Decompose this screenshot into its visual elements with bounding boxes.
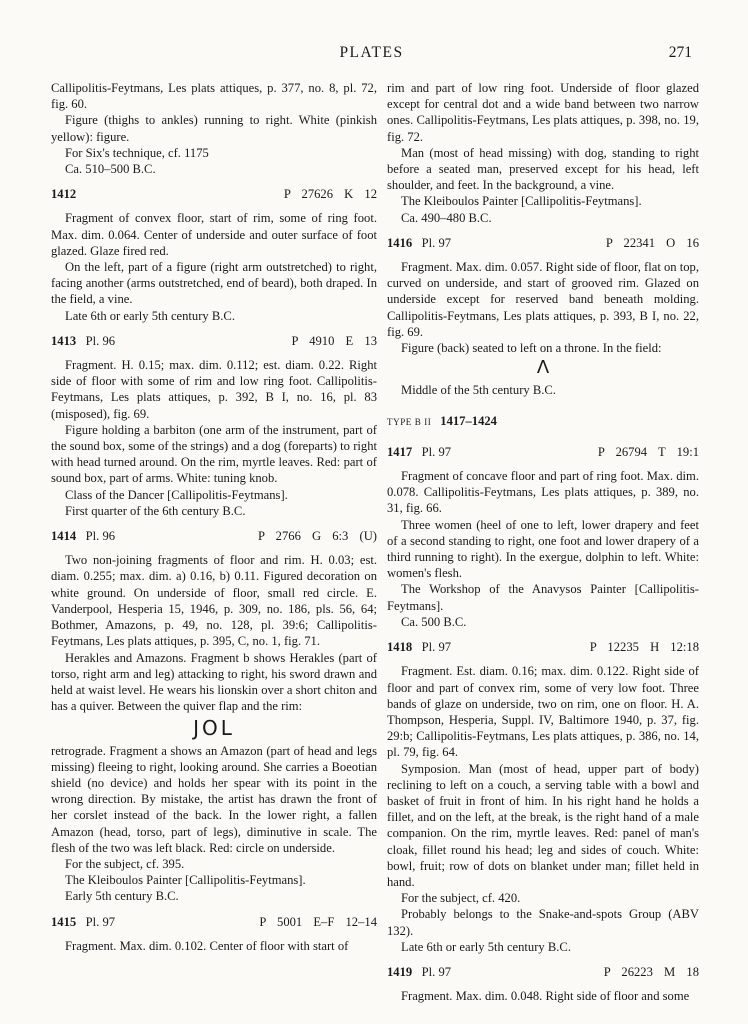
plate-ref: Pl. 97 <box>421 444 452 459</box>
entry-1414-heading <box>51 528 377 544</box>
catalogue-number: 1419 <box>387 964 413 979</box>
entry-1416-description: Fragment. Max. dim. 0.057. Right side of floor, flat on top, curved on underside, and start of grooved rim. Glazed on underside except for reserved band beneath molding. Callipolitis-Feytmans, Les plats attiques, p. 393, B I, no. 22, fig. 69. <box>387 260 699 339</box>
inventory-number: P 26794 T 19:1 <box>597 444 699 459</box>
entry-1418-attribution: Probably belongs to the Snake-and-spots Group (ABV 132). <box>387 907 699 938</box>
entry-1412-description: Fragment of convex floor, start of rim, some of ring foot. Max. dim. 0.064. Center of underside and outer surface of foot glazed. Glaze fired red. <box>51 211 377 258</box>
plate-ref: Pl. 96 <box>85 333 116 348</box>
page-number: 271 <box>668 44 692 61</box>
entry-1413-heading <box>51 333 377 349</box>
entry-1413-attribution: Class of the Dancer [Callipolitis-Feytmans]. <box>65 487 288 502</box>
right-column <box>387 80 699 1004</box>
plate-ref: Pl. 96 <box>85 529 116 544</box>
section-label: TYPE B II <box>387 416 432 427</box>
entry-1414-description: Two non-joining fragments of floor and rim. H. 0.03; est. diam. 0.255; max. dim. a) 0.16, b) 0.11. Figured decoration on white ground. On underside of floor, small red circle. E. Vanderpool, Hesperia 15, 1946, p. 309, no. 186, pls. 56, 64; Bothmer, Amazons, p. 49, no. 128, pl. 39:6; Callipolitis-Feytmans, Les plats attiques, p. 395, C, no. 1, fig. 71. <box>51 553 377 649</box>
entry-1415-date: Ca. 490–480 B.C. <box>401 210 492 225</box>
entry-1416-date: Middle of the 5th century B.C. <box>401 383 556 398</box>
catalogue-number: 1418 <box>387 640 413 655</box>
entry-1412-subject: On the left, part of a figure (right arm outstretched) to right, facing another (arms outstretched, end of beard), both draped. In the field, a vine. <box>51 260 377 307</box>
entry-1412-date: Late 6th or early 5th century B.C. <box>65 308 235 323</box>
entry-1418-description: Fragment. Est. diam. 0.16; max. dim. 0.122. Right side of floor and part of convex rim, some of very low foot. Three bands of glaze on underside, two on rim, one on floor. H. A. Thompson, Hesperia, Suppl. IV, Baltimore 1940, p. 37, fig. 29:b; Callipolitis-Feytmans, Les plats attiques, p. 386, no. 14, pl. 79, fig. 64. <box>387 664 699 760</box>
left-column <box>51 80 377 954</box>
intro-technique: For Six's technique, cf. 1175 <box>65 145 209 160</box>
inventory-number: P 26223 M 18 <box>603 964 699 979</box>
catalogue-number: 1417 <box>387 444 413 459</box>
entry-1417-description: Fragment of concave floor and part of ring foot. Max. dim. 0.078. Callipolitis-Feytmans, Les plats attiques, p. 389, no. 31, fig. 66. <box>387 469 699 516</box>
entry-1417-subject: Three women (heel of one to left, lower drapery and feet of a second standing to right, one foot and lower drapery of a third running to right). In the exergue, dolphin to left. White: women's flesh. <box>387 517 699 581</box>
plate-ref: Pl. 97 <box>421 235 452 250</box>
entry-1415-subject: Man (most of head missing) with dog, standing to right before a seated man, preserved except for his head, left shoulder, and feet. In the background, a vine. <box>387 145 699 193</box>
entry-1413-description: Fragment. H. 0.15; max. dim. 0.112; est. diam. 0.22. Right side of floor with some of rim and low ring foot. Callipolitis-Feytmans, Les plats attiques, p. 392, B I, no. 16, pl. 83 (misposed), fig. 69. <box>51 358 377 421</box>
entry-1418-cf: For the subject, cf. 420. <box>401 891 521 906</box>
intro-citation: Callipolitis-Feytmans, Les plats attiques, p. 377, no. 8, pl. 72, fig. 60. <box>51 81 377 112</box>
catalogue-number: 1416 <box>387 235 413 250</box>
catalogue-number: 1414 <box>51 529 77 544</box>
running-header <box>51 44 692 66</box>
catalogue-number: 1412 <box>51 187 77 202</box>
entry-1418-heading <box>387 639 699 655</box>
entry-1417-attribution: The Workshop of the Anavysos Painter [Callipolitis-Feytmans]. <box>387 582 699 613</box>
inventory-number: P 2766 G 6:3 (U) <box>258 529 377 544</box>
entry-1414-subject: Herakles and Amazons. Fragment b shows Herakles (part of torso, right arm and leg) attacking to right, his sword drawn and held at waist level. He wears his lionskin over a short chiton and has a quiver. Between the quiver flap and the rim: <box>51 650 377 714</box>
entry-1413-date: First quarter of the 6th century B.C. <box>65 503 246 518</box>
entry-1413-subject: Figure holding a barbiton (one arm of the instrument, part of the sound box, some of the strings) and a dog (foreparts) to right with head turned around. On the rim, myrtle leaves. Red: part of sound box, part of arms. White: tuning knob. <box>51 422 377 486</box>
header-title: PLATES <box>339 44 404 61</box>
entry-1414-cf: For the subject, cf. 395. <box>65 856 185 871</box>
inventory-number: P 12235 H 12:18 <box>589 640 699 655</box>
entry-1418-date: Late 6th or early 5th century B.C. <box>401 939 571 954</box>
entry-1414-attribution: The Kleiboulos Painter [Callipolitis-Feytmans]. <box>65 873 306 888</box>
plate-ref: Pl. 97 <box>85 914 116 929</box>
entry-1416-subject: Figure (back) seated to left on a throne. In the field: <box>401 341 662 356</box>
entry-1417-date: Ca. 500 B.C. <box>401 614 467 629</box>
inscription-glyph: JOL <box>193 716 235 741</box>
intro-date: Ca. 510–500 B.C. <box>65 162 156 177</box>
section-range: 1417–1424 <box>440 413 497 428</box>
entry-1415-description-cont: rim and part of low ring foot. Underside of floor glazed except for central dot and a wide band between two narrow ones. Callipolitis-Feytmans, Les plats attiques, p. 398, no. 19, fig. 72. <box>387 81 699 144</box>
catalogue-number: 1415 <box>51 914 77 929</box>
entry-1418-subject: Symposion. Man (most of head, upper part of body) reclining to left on a couch, a serving table with a bowl and basket of fruit in front of him. In his right hand he holds a fillet, and on the left, at the break, is the right hand of a male companion. On the rim, myrtle leaves. Red: panel of man's cloak, fillet round his head; leg and sides of couch. White: bowl, fruit; row of dots on blanket under man; fillet held in hand. <box>387 761 699 889</box>
entry-1415-description: Fragment. Max. dim. 0.102. Center of floor with start of <box>65 938 349 953</box>
catalogue-number: 1413 <box>51 333 77 348</box>
entry-1419-description: Fragment. Max. dim. 0.048. Right side of floor and some <box>401 989 690 1004</box>
entry-1419-heading <box>387 964 699 980</box>
section-heading <box>387 413 699 430</box>
inventory-number: P 27626 K 12 <box>283 187 377 202</box>
plate-ref: Pl. 97 <box>421 640 452 655</box>
inventory-number: P 22341 O 16 <box>605 235 699 250</box>
entry-1414-date: Early 5th century B.C. <box>65 889 179 904</box>
intro-description: Figure (thighs to ankles) running to right. White (pinkish yellow): figure. <box>51 113 377 144</box>
inventory-number: P 5001 E–F 12–14 <box>259 914 377 929</box>
inventory-number: P 4910 E 13 <box>291 333 377 348</box>
entry-1417-heading <box>387 444 699 460</box>
entry-1416-heading <box>387 235 699 251</box>
inscription-glyph: Λ <box>536 357 550 379</box>
entry-1415-heading <box>51 914 377 930</box>
entry-1412-heading <box>51 186 377 202</box>
entry-1414-subject-cont: retrograde. Fragment a shows an Amazon (part of head and legs missing) fleeing to right, looking around. She carries a Boeotian shield (no device) and holds her spear with its point in the wrong direction. By mistake, the artist has drawn the front of her corslet instead of the back. In the lower right, a fallen Amazon (head, torso, part of legs), diminutive in scale. The flesh of the two was left black. Red: circle on underside. <box>51 743 377 855</box>
plate-ref: Pl. 97 <box>421 964 452 979</box>
entry-1415-attribution: The Kleiboulos Painter [Callipolitis-Feytmans]. <box>401 194 642 209</box>
